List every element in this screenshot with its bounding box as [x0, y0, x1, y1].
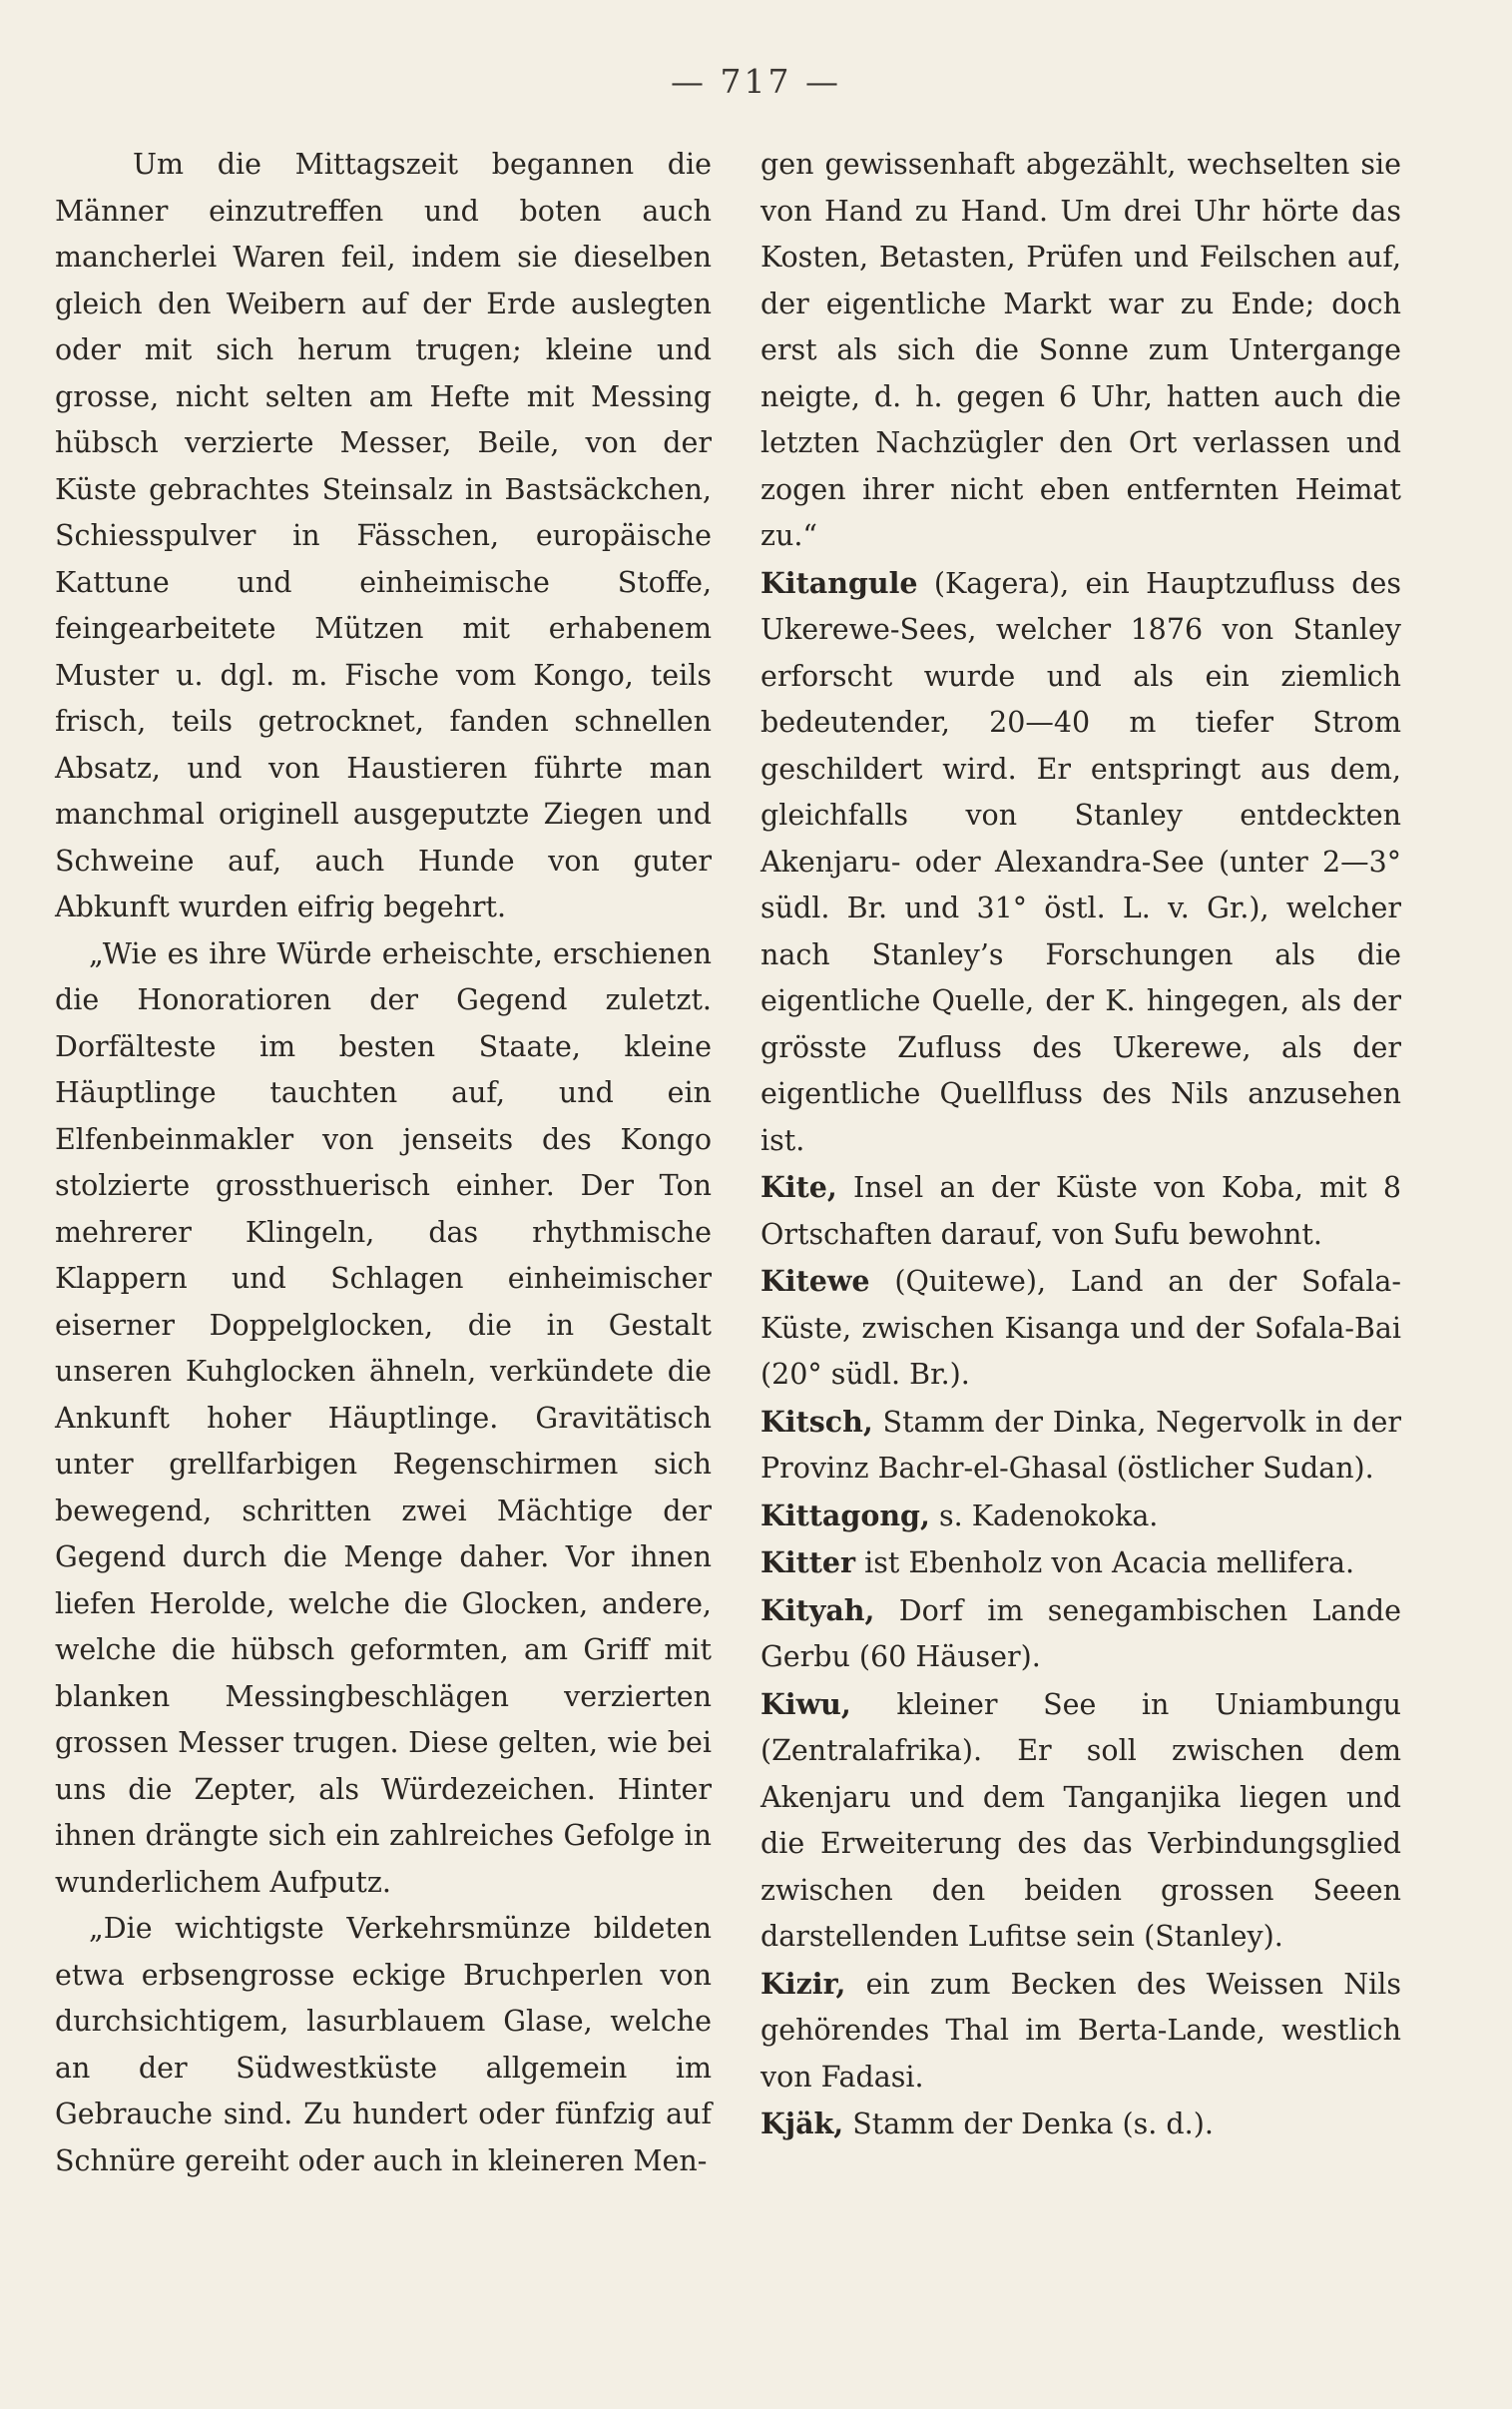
paragraph: „Wie es ihre Würde erheischte, erschienen die Honoratioren der Gegend zuletzt. Dorfälteste im besten Staate, kleine Häuptlinge tauchten auf, und ein Elfenbeinmakler von jenseits des Kongo stolzierte grossthuerisch einher. Der Ton mehrerer Klingeln, das rhythmische Klappern und Schlagen einheimischer eiserner Doppelglocken, die in Gestalt unseren Kuhglocken ähneln, verkündete die Ankunft hoher Häuptlinge. Gravitätisch unter grellfarbigen Regenschirmen sich bewegend, schritten zwei Mächtige der Gegend durch die Menge daher. Vor ihnen liefen Herolde, welche die Glocken, andere, welche die hübsch geformten, am Griff mit blanken Messingbeschlägen verzierten grossen Messer trugen. Diese gelten, wie bei uns die Zepter, als Würdezeichen. Hinter ihnen drängte sich ein zahlreiches Gefolge in wunderlichem Aufputz.: [55, 936, 712, 1899]
paragraph: „Die wichtigste Verkehrsmünze bildeten etwa erbsengrosse eckige Bruchperlen von durchsichtigem, lasurblauem Glase, welche an der Südwestküste allgemein im Gebrauche sind. Zu hundert oder fünfzig auf Schnüre gereiht oder auch in kleineren Men-: [55, 1912, 712, 2177]
entry-headword: Kite,: [760, 1170, 837, 1204]
right-column: [760, 142, 1401, 2148]
entry-kitangule: [760, 560, 1401, 1165]
entry-headword: Kizir,: [760, 1966, 846, 2001]
entry-headword: Kitewe: [760, 1264, 870, 1298]
entry-headword: Kiwu,: [760, 1686, 851, 1721]
entry-kitter: [760, 1539, 1401, 1587]
entry-headword: Kitsch,: [760, 1404, 873, 1439]
entry-text: kleiner See in Uniambungu (Zentralafrika). Er soll zwischen dem Akenjaru und dem Tanganjika liegen und die Erweiterung des das Verbindungsglied zwischen den beiden grossen Seeen darstellenden Lufitse sein (Stanley).: [760, 1687, 1401, 1953]
entry-headword: Kittagong,: [760, 1498, 930, 1532]
entry-headword: Kitangule: [760, 565, 918, 600]
entry-text: (Kagera), ein Hauptzufluss des Ukerewe-Sees, welcher 1876 von Stanley erforscht wurde und als ein ziemlich bedeutender, 20—40 m tiefer Strom geschildert wird. Er entspringt aus dem, gleichfalls von Stanley entdeckten Akenjaru- oder Alexandra-See (unter 2—3° südl. Br. und 31° östl. L. v. Gr.), welcher nach Stanley’s Forschungen als die eigentliche Quelle, der K. hingegen, als der grösste Zufluss des Ukerewe, als der eigentliche Quellfluss des Nils anzusehen ist.: [760, 566, 1401, 1157]
entry-headword: Kitter: [760, 1545, 856, 1579]
entry-text: ein zum Becken des Weissen Nils gehörendes Thal im Berta-Lande, westlich von Fadasi.: [760, 1967, 1401, 2094]
entry-text: Dorf im senegambischen Lande Gerbu (60 Häuser).: [760, 1593, 1401, 1673]
entry-text: s. Kadenokoka.: [929, 1499, 1159, 1532]
entry-kitewe: [760, 1258, 1401, 1399]
entry-kitsch: [760, 1399, 1401, 1493]
entry-text: ist Ebenholz von Acacia mellifera.: [855, 1546, 1355, 1579]
page-number: — 717 —: [671, 62, 841, 101]
entry-text: Stamm der Dinka, Negervolk in der Provinz Bachr-el-Ghasal (östlicher Sudan).: [760, 1405, 1401, 1485]
entry-text: (Quitewe), Land an der Sofala-Küste, zwischen Kisanga und der Sofala-Bai (20° südl. Br.).: [760, 1265, 1401, 1391]
entry-headword: Kjäk,: [760, 2107, 844, 2140]
entry-kizir: [760, 1961, 1401, 2102]
entry-text: Insel an der Küste von Koba, mit 8 Ortschaften darauf, von Sufu bewohnt.: [760, 1171, 1401, 1251]
entry-text: Stamm der Denka (s. d.).: [843, 2108, 1214, 2140]
left-column: [55, 142, 712, 2184]
entry-kiwu: [760, 1681, 1401, 1961]
entry-kityah: [760, 1587, 1401, 1681]
paragraph-continuation: gen gewissenhaft abgezählt, wechselten sie von Hand zu Hand. Um drei Uhr hörte das Kosten, Betasten, Prüfen und Feilschen auf, der eigentliche Markt war zu Ende; doch erst als sich die Sonne zum Untergange neigte, d. h. gegen 6 Uhr, hatten auch die letzten Nachzügler den Ort verlassen und zogen ihrer nicht eben entfernten Heimat zu.“: [760, 148, 1401, 552]
entry-kjak: [760, 2101, 1401, 2148]
entry-headword: Kityah,: [760, 1592, 875, 1627]
paragraph: Um die Mittagszeit begannen die Männer einzutreffen und boten auch mancherlei Waren feil, indem sie dieselben gleich den Weibern auf der Erde auslegten oder mit sich herum trugen; kleine und grosse, nicht selten am Hefte mit Messing hübsch verzierte Messer, Beile, von der Küste gebrachtes Steinsalz in Bastsäckchen, Schiesspulver in Fässchen, europäische Kattune und einheimische Stoffe, feingearbeitete Mützen mit erhabenem Muster u. dgl. m. Fische vom Kongo, teils frisch, teils getrocknet, fanden schnellen Absatz, und von Haustieren führte man manchmal originell ausgeputzte Ziegen und Schweine auf, auch Hunde von guter Abkunft wurden eifrig begehrt.: [55, 148, 712, 923]
entry-kite: [760, 1164, 1401, 1258]
entry-kittagong: [760, 1493, 1401, 1540]
